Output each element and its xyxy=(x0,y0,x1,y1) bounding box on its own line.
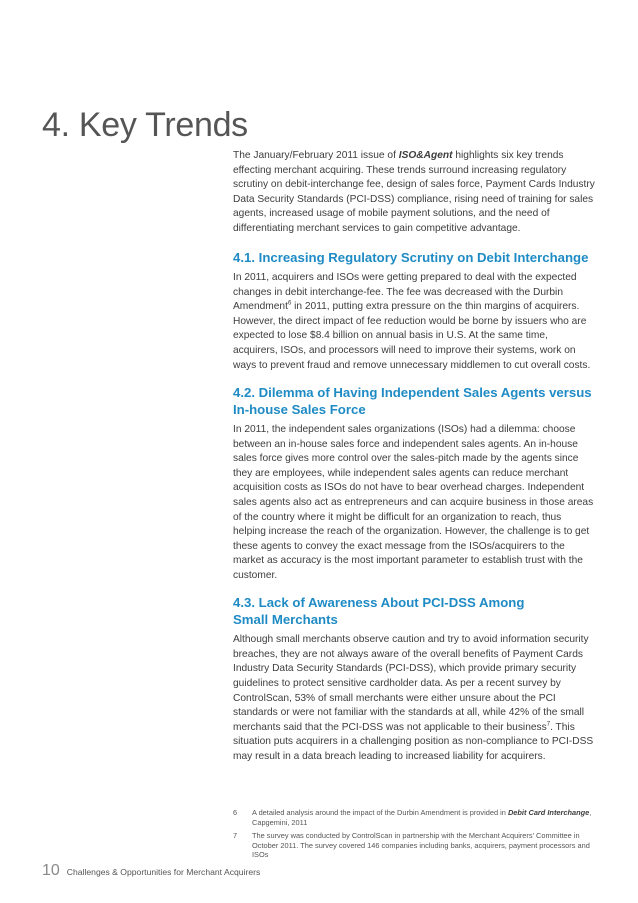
section-body-text: . This situation puts acquirers in a challenging position as non-compliance to PCI-DSS may result in a data breach leading to increased liability for acquirers. xyxy=(233,721,594,763)
footnote-text-end: , Capgemini, 2011 xyxy=(252,808,592,827)
section-heading xyxy=(233,385,595,418)
footnote-number: 7 xyxy=(233,831,238,841)
section-body xyxy=(233,271,595,373)
section-heading-line: Small Merchants xyxy=(233,611,338,627)
section-heading-line: 4.2. Dilemma of Having Independent Sales Agents versus xyxy=(233,385,592,401)
footer-title: Challenges & Opportunities for Merchant Acquirers xyxy=(66,867,261,877)
section-4-2 xyxy=(233,385,595,583)
footnotes xyxy=(233,808,595,864)
footnote-text-start: A detailed analysis around the impact of the Durbin Amendment is provided in xyxy=(252,808,508,817)
main-content xyxy=(233,149,595,777)
chapter-title: 4. Key Trends xyxy=(42,106,248,144)
section-4-3 xyxy=(233,595,595,764)
intro-text-start: The January/February 2011 issue of xyxy=(233,150,399,161)
footnote-number: 6 xyxy=(233,808,238,817)
page-footer xyxy=(42,862,260,880)
section-4-1 xyxy=(233,250,595,374)
section-heading-line: 4.3. Lack of Awareness About PCI-DSS Among xyxy=(233,595,525,611)
section-heading-line: In-house Sales Force xyxy=(233,401,366,417)
section-body xyxy=(233,633,595,764)
report-title: Debit Card Interchange xyxy=(507,808,590,817)
section-body-text: in 2011, putting extra pressure on the thin margins of acquirers. However, the direct impact of fee reduction would be borne by issuers who are expected to lose $8.4 billion on annual basis in U.S. At the same time, acquirers, ISOs, and processors will need to improve their systems, work on ways to prevent fraud and remove unnecessary middlemen to cut overall costs. xyxy=(233,301,591,371)
footnote-text: The survey was conducted by ControlScan in partnership with the Merchant Acquirers' Committee in October 2011. The survey covered 146 companies including banks, acquirers, payment processors and ISOs xyxy=(252,831,590,860)
footnote-ref[interactable]: 7 xyxy=(546,721,551,728)
publication-name: ISO&Agent xyxy=(398,150,453,161)
section-heading xyxy=(233,595,595,628)
footnote-ref[interactable]: 6 xyxy=(287,300,292,307)
page-number: 10 xyxy=(42,862,60,879)
section-body: In 2011, the independent sales organizations (ISOs) had a dilemma: choose between an in-house sales force and independent sales agents. An in-house sales force gives more control over the sales-pitch made by the agents since they are employees, while independent sales agents can reduce merchant acquisition costs as ISOs do not have to bear overhead charges. Independent sales agents also act as entrepreneurs and can acquire business in those areas of the country where it might be difficult for an organization to reach, thus helping increase the reach of the organization. However, the challenge is to get these agents to convey the exact message from the ISOs/acquirers to the market as accuracy is the most important parameter to establish trust with the customer. xyxy=(233,423,594,581)
footnote-7 xyxy=(233,831,595,860)
intro-text-end: highlights six key trends effecting merchant acquiring. These trends surround increasing regulatory scrutiny on debit-interchange fee, design of sales force, Payment Cards Industry Data Security Standards (PCI-DSS) compliance, rising need of training for sales agents, increased usage of mobile payment solutions, and the need of differentiating merchant services to gain competitive advantage. xyxy=(233,150,595,234)
section-body-text: Although small merchants observe caution and try to avoid information security breaches, they are not always aware of the overall benefits of Payment Cards Industry Data Security Standards (PCI-DSS), which provide primary security guidelines to protect sensitive cardholder data. As per a recent survey by ControlScan, 53% of small merchants were either unsure about the PCI standards or were not familiar with the standards at all, while 42% of the small merchants said that the PCI-DSS was not applicable to their business xyxy=(233,634,589,733)
section-heading: 4.1. Increasing Regulatory Scrutiny on Debit Interchange xyxy=(233,249,589,265)
section-body-text: In 2011, acquirers and ISOs were getting prepared to deal with the expected changes in debit interchange-fee. The fee was decreased with the Durbin Amendment xyxy=(233,271,577,313)
footnote-text xyxy=(252,808,595,827)
footnote-6 xyxy=(233,808,595,827)
intro-paragraph xyxy=(233,149,595,237)
